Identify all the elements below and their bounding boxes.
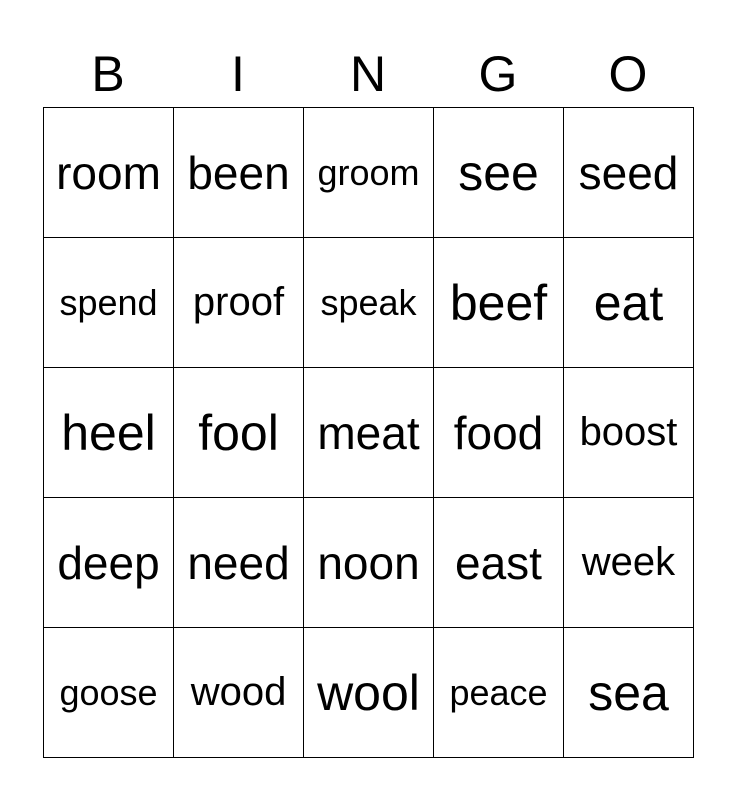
bingo-cell[interactable]: see — [434, 108, 564, 238]
bingo-cell[interactable]: heel — [44, 368, 174, 498]
bingo-cell[interactable]: deep — [44, 498, 174, 628]
bingo-cell[interactable]: noon — [304, 498, 434, 628]
header-letter-n: N — [349, 46, 387, 102]
bingo-cell[interactable]: wood — [174, 628, 304, 758]
bingo-cell[interactable]: been — [174, 108, 304, 238]
bingo-cell[interactable]: boost — [564, 368, 694, 498]
bingo-cell[interactable]: sea — [564, 628, 694, 758]
bingo-cell[interactable]: food — [434, 368, 564, 498]
bingo-cell[interactable]: beef — [434, 238, 564, 368]
bingo-header — [43, 44, 694, 104]
bingo-cell[interactable]: room — [44, 108, 174, 238]
header-letter-i: I — [231, 46, 245, 102]
bingo-cell[interactable]: speak — [304, 238, 434, 368]
bingo-cell[interactable]: goose — [44, 628, 174, 758]
bingo-cell[interactable]: groom — [304, 108, 434, 238]
bingo-board — [43, 107, 694, 758]
bingo-cell[interactable]: week — [564, 498, 694, 628]
header-letter-g: G — [478, 46, 518, 102]
bingo-cell[interactable]: wool — [304, 628, 434, 758]
bingo-cell[interactable]: spend — [44, 238, 174, 368]
bingo-cell[interactable]: seed — [564, 108, 694, 238]
bingo-cell[interactable]: meat — [304, 368, 434, 498]
bingo-cell[interactable]: peace — [434, 628, 564, 758]
header-letter-b: B — [91, 46, 125, 102]
bingo-cell[interactable]: east — [434, 498, 564, 628]
bingo-cell[interactable]: need — [174, 498, 304, 628]
bingo-cell[interactable]: proof — [174, 238, 304, 368]
header-letter-o: O — [608, 46, 648, 102]
bingo-cell[interactable]: eat — [564, 238, 694, 368]
bingo-cell[interactable]: fool — [174, 368, 304, 498]
